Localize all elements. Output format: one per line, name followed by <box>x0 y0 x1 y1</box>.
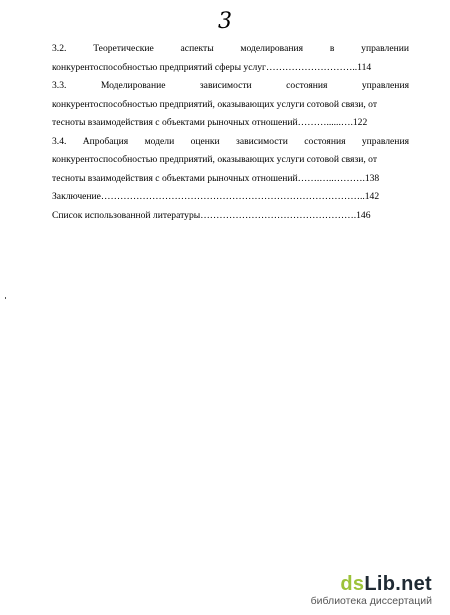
watermark-logo-lib: Lib <box>364 573 396 595</box>
toc-line: Список использованной литературы………………………………………….146 <box>52 209 371 221</box>
toc-entry-conclusion <box>52 188 409 207</box>
toc-line: 3.4. Апробация модели оценки зависимости состояния управления <box>52 135 409 147</box>
watermark-logo-net: .net <box>395 573 432 595</box>
toc-line: тесноты взаимодействия с объектами рыночных отношений………......….122 <box>52 117 368 128</box>
scan-speck <box>5 297 6 299</box>
toc-line: Заключение………………………………………………………………………..142 <box>52 191 380 202</box>
toc-line: конкурентоспособностью предприятий сферы услуг………………………..114 <box>52 61 372 73</box>
toc-entry-3-4 <box>52 133 409 189</box>
toc-entry-3-2 <box>52 40 409 77</box>
page-number: 3 <box>218 9 232 34</box>
toc-line: конкурентоспособностью предприятий, оказывающих услуги сотовой связи, от <box>52 98 378 110</box>
watermark-logo <box>311 573 432 595</box>
table-of-contents <box>52 40 409 225</box>
toc-line: тесноты взаимодействия с объектами рыночных отношений…….…..……….138 <box>52 172 380 184</box>
watermark-logo-ds: ds <box>340 573 365 595</box>
watermark <box>311 573 432 607</box>
toc-entry-3-3 <box>52 77 409 133</box>
toc-entry-references <box>52 207 409 226</box>
toc-line: конкурентоспособностью предприятий, оказывающих услуги сотовой связи, от <box>52 154 378 165</box>
toc-line: 3.3. Моделирование зависимости состояния управления <box>52 80 409 91</box>
watermark-subtitle: библиотека диссертаций <box>310 595 432 607</box>
toc-line: 3.2. Теоретические аспекты моделирования в управлении <box>52 43 409 54</box>
